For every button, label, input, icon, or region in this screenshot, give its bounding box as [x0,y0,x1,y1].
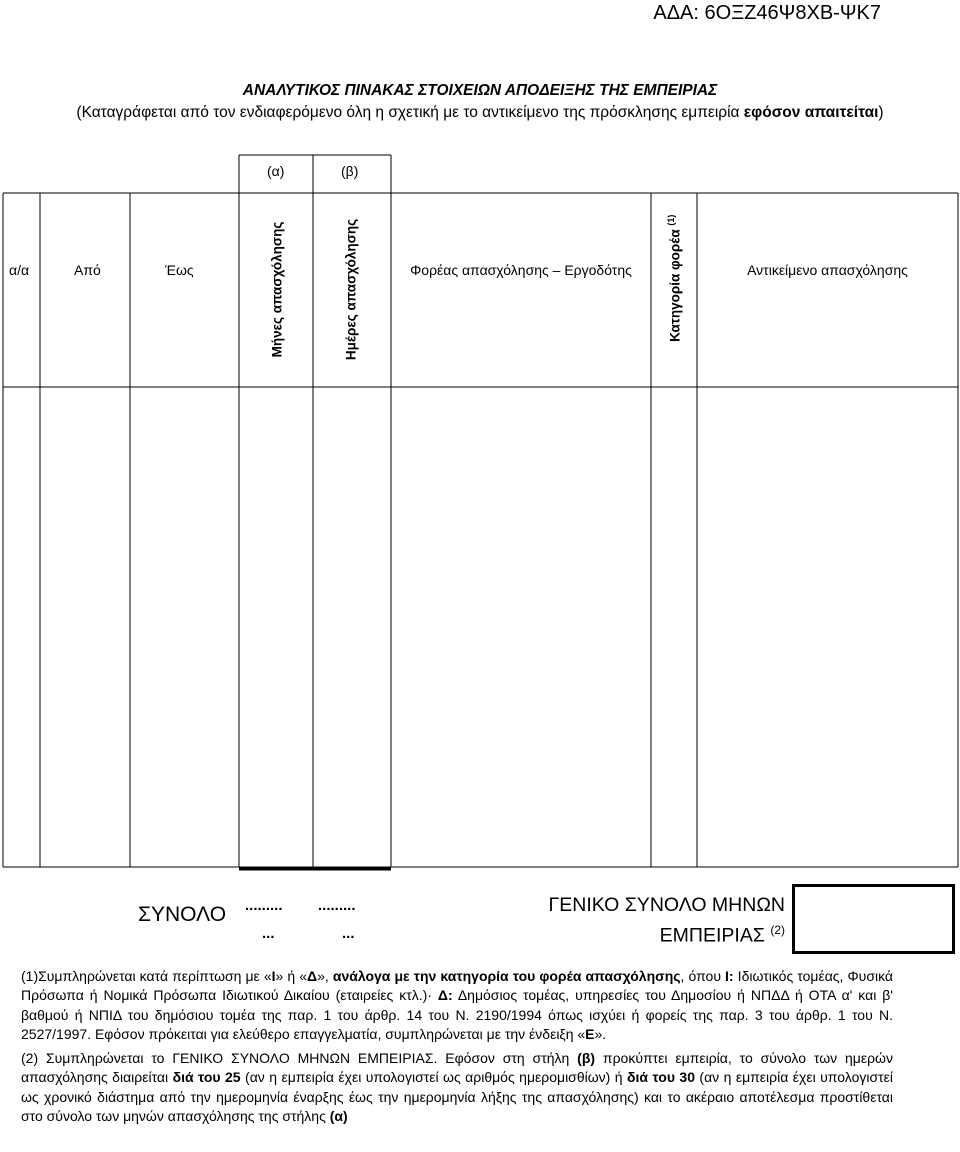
header-katigoria: Κατηγορία φορέα $^{(1)}$ [665,214,683,342]
footnotes [21,967,893,1131]
document-title: ΑΝΑΛΥΤΙΚΟΣ ΠΙΝΑΚΑΣ ΣΤΟΙΧΕΙΩΝ ΑΠΟΔΕΙΞΗΣ ΤΗΣ ΕΜΠΕΙΡΙΑΣ [242,82,718,99]
column-b-marker: (β) [341,163,359,179]
header-imeres: Ημέρες απασχόλησης [343,218,359,361]
footnote-2: (2) Συμπληρώνεται το ΓΕΝΙΚΟ ΣΥΝΟΛΟ ΜΗΝΩΝ ΕΜΠΕΙΡΙΑΣ. Εφόσον στη στήλη (β) προκύπτει εμπειρία, το σύνολο των ημερών απασχόλησης διαιρείται διά του 25 (αν η εμπειρία έχει υπολογιστεί ως αριθμός ημερομισθίων) ή διά του 30 (αν η εμπειρία έχει υπολογιστεί ως χρονικό διάστημα από την ημερομηνία έναρξης έως την ημερομηνία λήξης της απασχόλησης) και το ακέραιο αποτέλεσμα προστίθεται στο σύνολο των μηνών απασχόλησης της στήλης (α) [21,1050,893,1125]
ada-code: ΑΔΑ: 6ΟΞΖ46Ψ8ΧΒ-ΨΚ7 [653,2,881,24]
header-aa: α/α [9,262,30,278]
dots-a-line1: ......... [245,897,283,914]
header-mines: Μήνες απασχόλησης [269,221,285,358]
document-subtitle: (Καταγράφεται από τον ενδιαφερόμενο όλη η σχετική με το αντικείμενο της πρόσκλησης εμπειρία εφόσον απαιτείται) [76,104,884,121]
column-a-marker: (α) [267,163,285,179]
header-eos: Έως [165,262,194,278]
geniko-synolo-label: ΓΕΝΙΚΟ ΣΥΝΟΛΟ ΜΗΝΩΝ ΕΜΠΕΙΡΙΑΣ $^{(2)}$ [548,894,785,947]
synolo-label: ΣΥΝΟΛΟ [138,903,227,926]
dots-a-line2: ... [262,925,275,942]
header-apo: Από [74,262,101,278]
geniko-synolo-box[interactable] [792,884,955,954]
header-antikeimeno: Αντικείμενο απασχόλησης [747,262,908,278]
dots-b-line2: ... [342,925,355,942]
header-foreas: Φορέας απασχόλησης – Εργοδότης [410,262,632,278]
footnote-1: (1)Συμπληρώνεται κατά περίπτωση με «Ι» ή «Δ», ανάλογα με την κατηγορία του φορέα απασχόλησης, όπου Ι: Ιδιωτικός τομέας, Φυσικά Πρόσωπα ή Νομικά Πρόσωπα Ιδιωτικού Δικαίου (εταιρείες κτλ.)· Δ: Δημόσιος τομέας, υπηρεσίες του Δημοσίου ή ΝΠΔΔ ή ΟΤΑ α' και β' βαθμού ή ΝΠΙΔ του δημόσιου τομέα της παρ. 1 του άρθρ. 14 του Ν. 2190/1994 όπως ισχύει ή φορείς της παρ. 3 του άρθρ. 1 του Ν. 2527/1997. Εφόσον πρόκειται για ελεύθερο επαγγελματία, συμπληρώνεται με την ένδειξη «Ε». [21,968,893,1042]
dots-b-line1: ......... [318,897,356,914]
